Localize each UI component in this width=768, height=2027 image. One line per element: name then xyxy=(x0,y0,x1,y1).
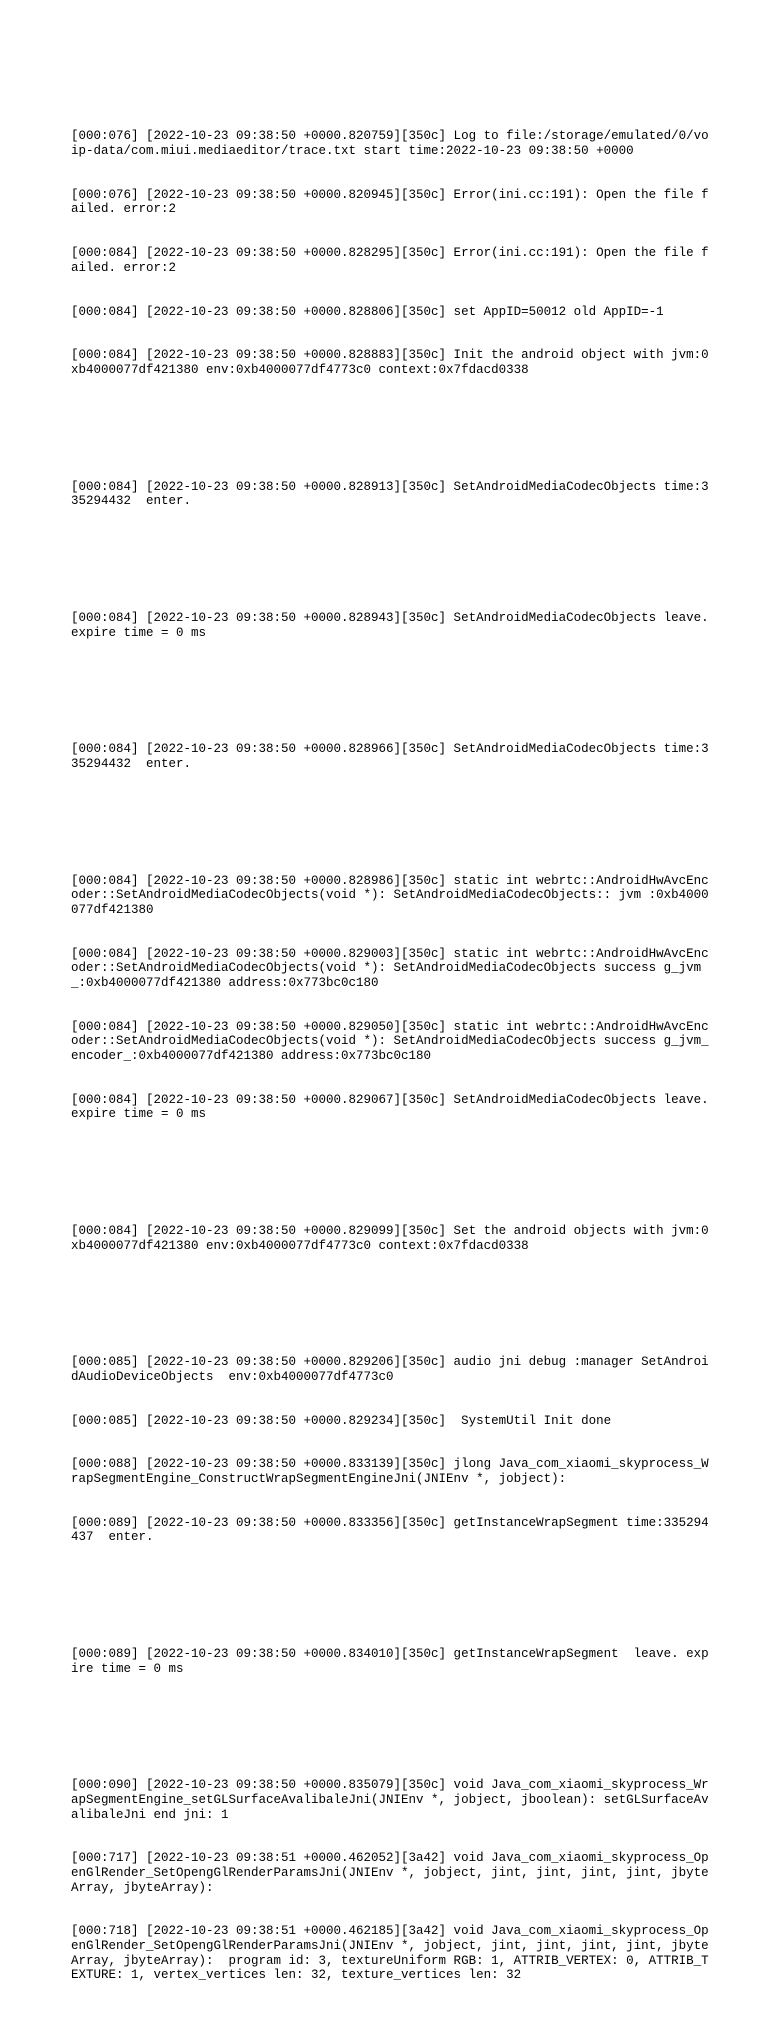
log-block xyxy=(71,1618,711,1706)
log-line: [000:076] [2022-10-23 09:38:50 +0000.820759][350c] Log to file:/storage/emulated/0/voip-data/com.miui.mediaeditor/trace.txt start time:2022-10-23 09:38:50 +0000 xyxy=(71,129,709,158)
log-line: [000:718] [2022-10-23 09:38:51 +0000.462185][3a42] void Java_com_xiaomi_skyprocess_OpenGlRender_SetOpengGlRenderParamsJni(JNIEnv *, jobject, jint, jint, jint, jint, jbyteArray, jbyteArray): program id: 3, textureUniform RGB: 1, ATTRIB_VERTEX: 0, ATTRIB_TEXTURE: 1, vertex_vertices len: 32, texture_vertices len: 32 xyxy=(71,1924,709,1983)
log-line: [000:076] [2022-10-23 09:38:50 +0000.820945][350c] Error(ini.cc:191): Open the file failed. error:2 xyxy=(71,187,709,217)
log-block xyxy=(71,844,717,1150)
log-line: [000:088] [2022-10-23 09:38:50 +0000.833139][350c] jlong Java_com_xiaomi_skyprocess_WrapSegmentEngine_ConstructWrapSegmentEngineJni(JNIEnv *, jobject): xyxy=(71,1457,709,1486)
log-line: [000:084] [2022-10-23 09:38:50 +0000.828943][350c] SetAndroidMediaCodecObjects leave. expire time = 0 ms xyxy=(71,610,717,640)
log-block xyxy=(71,582,717,670)
log-line: [000:084] [2022-10-23 09:38:50 +0000.828966][350c] SetAndroidMediaCodecObjects time:335294432 enter. xyxy=(71,742,709,771)
log-line: [000:084] [2022-10-23 09:38:50 +0000.829003][350c] static int webrtc::AndroidHwAvcEncoder::SetAndroidMediaCodecObjects(void *): SetAndroidMediaCodecObjects success g_jvm_:0xb4000077df421380 address:0x773bc0c180 xyxy=(71,946,709,990)
log-line: [000:084] [2022-10-23 09:38:50 +0000.829067][350c] SetAndroidMediaCodecObjects leave. expire time = 0 ms xyxy=(71,1092,717,1122)
log-line: [000:089] [2022-10-23 09:38:50 +0000.834010][350c] getInstanceWrapSegment leave. expire time = 0 ms xyxy=(71,1647,709,1676)
log-block xyxy=(71,450,711,538)
log-block xyxy=(71,100,711,406)
log-line: [000:084] [2022-10-23 09:38:50 +0000.828295][350c] Error(ini.cc:191): Open the file failed. error:2 xyxy=(71,246,709,275)
log-line: [000:084] [2022-10-23 09:38:50 +0000.829050][350c] static int webrtc::AndroidHwAvcEncoder::SetAndroidMediaCodecObjects(void *): SetAndroidMediaCodecObjects success g_jvm_encoder_:0xb4000077df421380 address:0x773bc0c180 xyxy=(71,1019,709,1063)
log-line: [000:085] [2022-10-23 09:38:50 +0000.829206][350c] audio jni debug :manager SetAndroidAudioDeviceObjects env:0xb4000077df4773c0 xyxy=(71,1355,709,1384)
log-line: [000:084] [2022-10-23 09:38:50 +0000.829099][350c] Set the android objects with jvm:0xb4000077df421380 env:0xb4000077df4773c0 context:0x7fdacd0338 xyxy=(71,1223,709,1253)
log-line: [000:085] [2022-10-23 09:38:50 +0000.829234][350c] SystemUtil Init done xyxy=(71,1413,612,1428)
log-line: [000:090] [2022-10-23 09:38:50 +0000.835079][350c] void Java_com_xiaomi_skyprocess_WrapSegmentEngine_setGLSurfaceAvalibaleJni(JNIEnv *, jobject, jboolean): setGLSurfaceAvalibaleJni end jni: 1 xyxy=(71,1778,709,1822)
log-line: [000:717] [2022-10-23 09:38:51 +0000.462052][3a42] void Java_com_xiaomi_skyprocess_OpenGlRender_SetOpengGlRenderParamsJni(JNIEnv *, jobject, jint, jint, jint, jint, jbyteArray, jbyteArray): xyxy=(71,1851,709,1895)
log-document xyxy=(71,71,717,2027)
log-block xyxy=(71,1195,711,1283)
log-line: [000:084] [2022-10-23 09:38:50 +0000.828913][350c] SetAndroidMediaCodecObjects time:335294432 enter. xyxy=(71,479,709,509)
log-line: [000:089] [2022-10-23 09:38:50 +0000.833356][350c] getInstanceWrapSegment time:335294437 enter. xyxy=(71,1515,709,1545)
log-line: [000:084] [2022-10-23 09:38:50 +0000.828806][350c] set AppID=50012 old AppID=-1 xyxy=(71,304,664,319)
log-line: [000:084] [2022-10-23 09:38:50 +0000.828986][350c] static int webrtc::AndroidHwAvcEncoder::SetAndroidMediaCodecObjects(void *): SetAndroidMediaCodecObjects:: jvm :0xb4000077df421380 xyxy=(71,873,709,917)
log-block xyxy=(71,713,711,801)
log-block xyxy=(71,1749,711,2012)
log-block xyxy=(71,1326,711,1574)
log-line: [000:084] [2022-10-23 09:38:50 +0000.828883][350c] Init the android object with jvm:0xb4000077df421380 env:0xb4000077df4773c0 context:0x7fdacd0338 xyxy=(71,348,709,377)
